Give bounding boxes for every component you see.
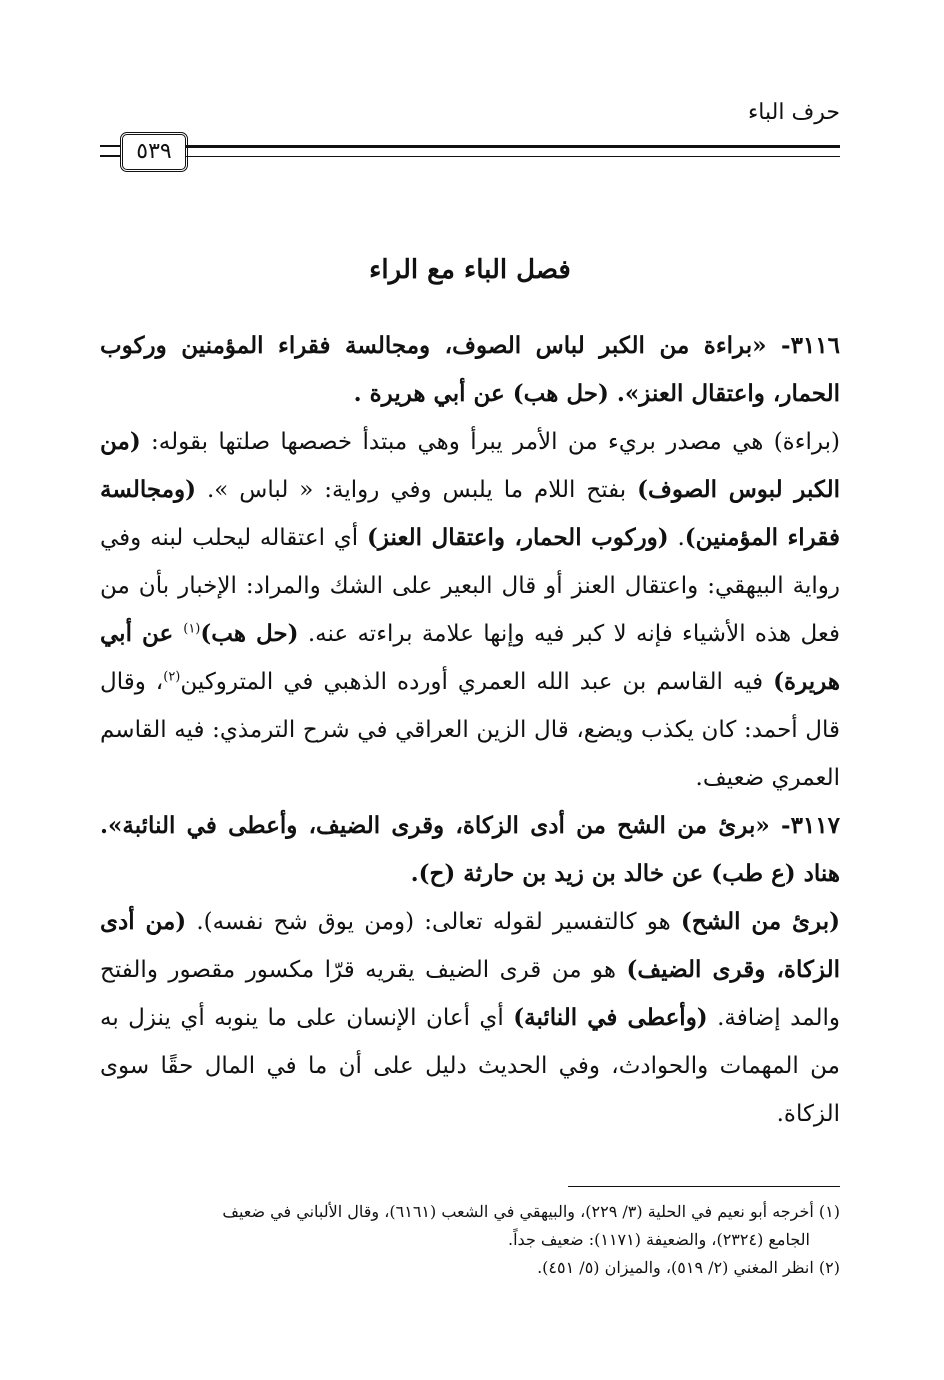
commentary-3116 [100, 418, 840, 802]
commentary-text: هو كالتفسير لقوله تعالى: (ومن يوق شح نفسه). [186, 909, 681, 935]
commentary-3117 [100, 898, 840, 1138]
hadith-3117 [100, 802, 840, 898]
footnote-1: (١) أخرجه أبو نعيم في الحلية (٣/ ٢٢٩)، والبيهقي في الشعب (٦١٦١)، وقال الألباني في ضعيف [222, 1202, 840, 1221]
commentary-text: ، وقال قال أحمد: كان يكذب ويضع، قال الزين العراقي في شرح الترمذي: فيه القاسم العمري ضعيف. [100, 669, 840, 791]
header-rule-line [186, 145, 840, 157]
footnote-ref-1[interactable]: (١) [183, 621, 201, 637]
hadith-text: «براءة من الكبر لباس الصوف، ومجالسة فقراء المؤمنين وركوب الحمار، واعتقال العنز». (حل هب) عن أبي هريرة . [100, 332, 840, 407]
main-text [100, 322, 840, 1138]
quoted-phrase: (برئ من الشح) [680, 908, 840, 935]
footnote-2: (٢) انظر المغني (٢/ ٥١٩)، والميزان (٥/ ٤٥١). [537, 1258, 840, 1277]
footnote-ref-2[interactable]: (٢) [163, 669, 181, 685]
commentary-text: بفتح اللام ما يلبس وفي رواية: « لباس ». [196, 477, 638, 503]
hadith-number: ٣١١٦- [766, 332, 840, 359]
commentary-text: فيه القاسم بن عبد الله العمري أورده الذهبي في المتروكين [180, 669, 774, 695]
running-title: حرف الباء [747, 100, 840, 125]
header-rule [100, 132, 840, 172]
footnote-1-continuation: الجامع (٢٣٢٤)، والضعيفة (١١٧١): ضعيف جداً. [508, 1230, 810, 1249]
footnotes [100, 1198, 840, 1282]
hadith-3116 [100, 322, 840, 418]
quoted-phrase: (ومجالسة فقراء المؤمنين) [100, 476, 840, 551]
header-rule-left [100, 145, 120, 157]
hadith-text: «برئ من الشح من أدى الزكاة، وقرى الضيف، وأعطى في النائبة». هناد (ع طب) عن خالد بن زيد بن حارثة (ح). [100, 812, 840, 887]
quoted-phrase: (وركوب الحمار، واعتقال العنز) [366, 524, 669, 551]
footnote-separator [568, 1186, 840, 1187]
commentary-text: أي اعتقاله ليحلب لبنه وفي رواية البيهقي: واعتقال العنز أو قال البعير على الشك والمراد: الإخبار بأن من فعل هذه الأشياء فإنه لا كبر فيه وإنها علامة براءته عنه. [100, 525, 840, 647]
commentary-text: أي أعان الإنسان على ما ينوبه أي ينزل به من المهمات والحوادث، وفي الحديث دليل على أن ما في المال حقًا سوى الزكاة. [100, 1005, 840, 1127]
quoted-phrase: (من الكبر لبوس الصوف) [100, 428, 840, 503]
section-title: فصل الباء مع الراء [369, 255, 571, 285]
hadith-number: ٣١١٧- [769, 812, 840, 839]
commentary-text: (براءة) هي مصدر بريء من الأمر يبرأ وهي مبتدأ خصصها صلتها بقوله: [140, 429, 840, 455]
quoted-phrase: عن أبي هريرة) [100, 620, 840, 695]
quoted-phrase: (وأعطى في النائبة) [513, 1004, 708, 1031]
page-number: ٥٣٩ [120, 132, 188, 172]
commentary-text: هو من قرى الضيف يقريه قرّا مكسور مقصور والفتح والمد إضافة. [100, 957, 840, 1031]
source-codes: (حل هب) [200, 620, 299, 647]
quoted-phrase: (من أدى الزكاة، وقرى الضيف) [100, 908, 840, 983]
commentary-text: . [668, 525, 685, 551]
